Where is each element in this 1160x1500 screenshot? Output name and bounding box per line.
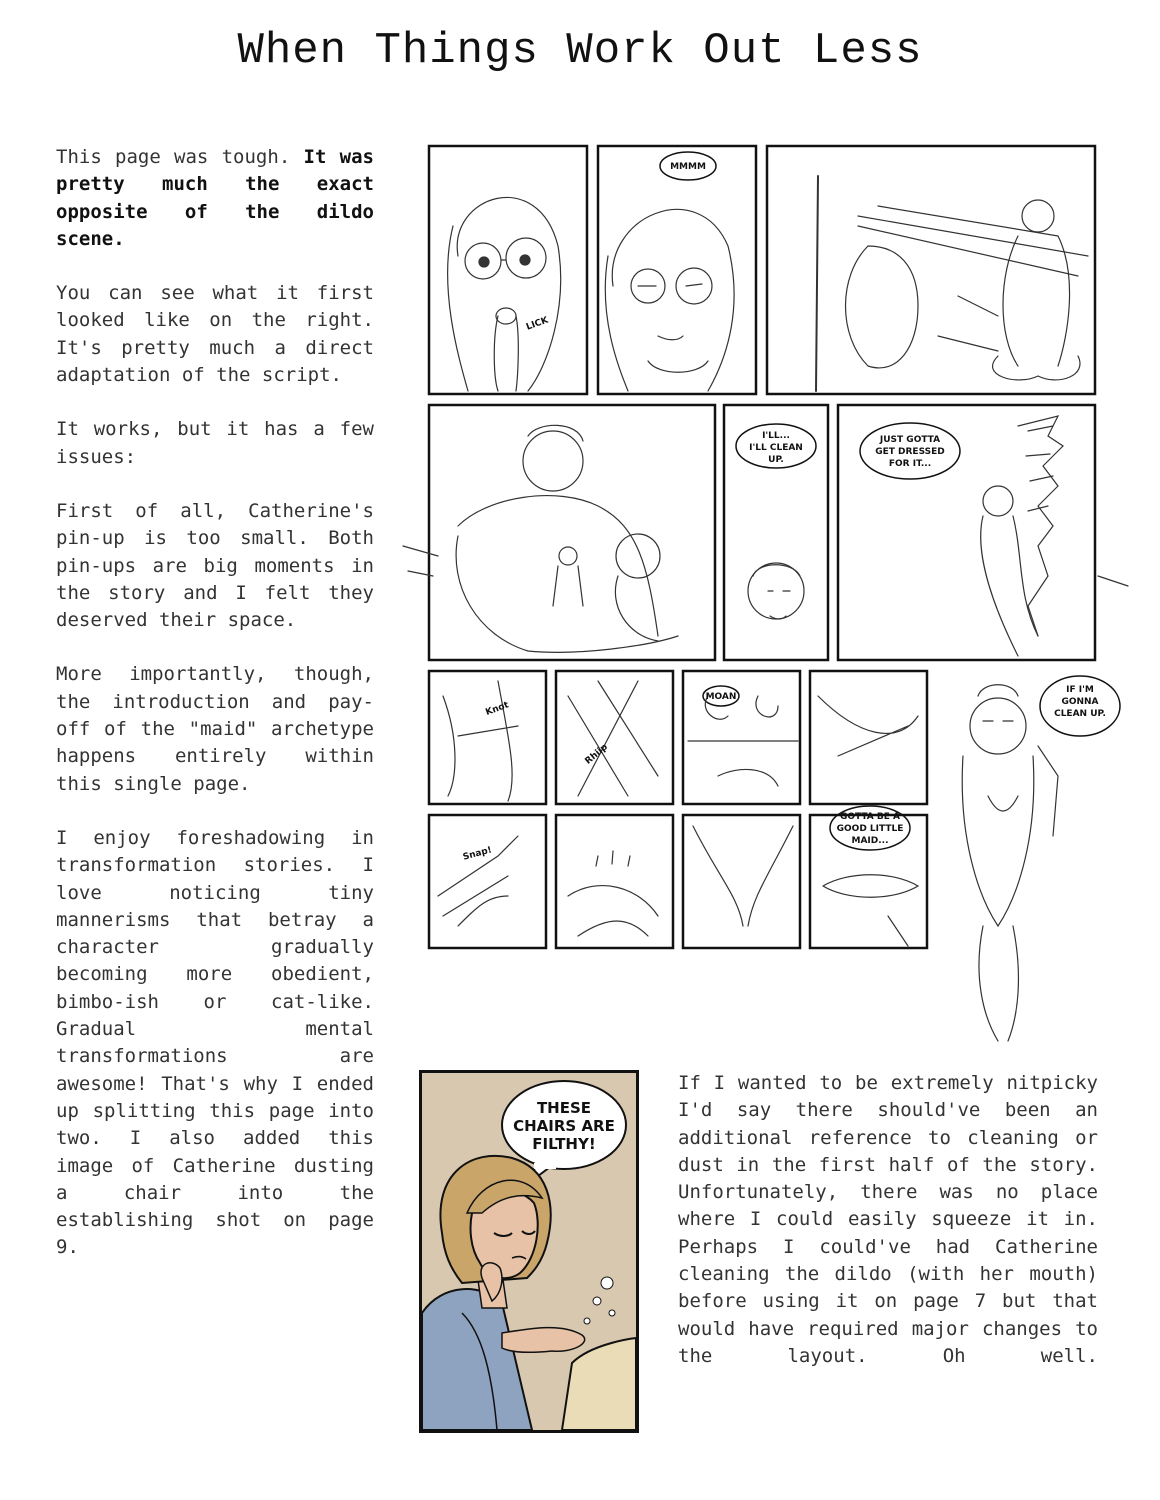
- paragraph-1-plain: This page was tough.: [56, 146, 291, 168]
- bubble-maid-line-1: GOTTA BE A: [839, 812, 901, 822]
- color-bubble-line-2: CHAIRS ARE: [513, 1117, 615, 1135]
- sfx-snap: Snap!: [461, 845, 494, 863]
- paragraph-1-bold: It was pretty much the exact opposite of the dildo scene.: [56, 146, 374, 250]
- commentary-paragraph-3: It works, but it has a few issues:: [56, 418, 374, 468]
- sfx-lick: LICK: [524, 315, 550, 333]
- commentary-paragraph-1: [56, 144, 374, 253]
- sfx-knot: Knot: [484, 700, 511, 718]
- bubble-clean-line-3: UP.: [768, 455, 784, 465]
- commentary-paragraph-2: You can see what it first looked like on the right. It's pretty much a direct adaptation of the script.: [56, 282, 374, 387]
- panel-11: [429, 815, 546, 948]
- panel-9: [683, 671, 800, 804]
- panel-12: [556, 815, 673, 948]
- commentary-paragraph-5: More importantly, though, the introduction and pay-off of the "maid" archetype happens entirely within this single page.: [56, 663, 374, 795]
- panel-1: [429, 146, 587, 394]
- color-bubble-line-1: THESE: [536, 1099, 592, 1117]
- page-title: When Things Work Out Less: [237, 26, 923, 76]
- panel-8: [556, 671, 673, 804]
- sketch-comic-page: [398, 136, 1138, 1051]
- bubble-dressed-line-3: FOR IT...: [888, 459, 932, 469]
- panel-6: [838, 405, 1095, 660]
- bubble-moan: MOAN: [705, 692, 737, 702]
- panel-7: [429, 671, 546, 804]
- bubble-gonna-line-3: CLEAN UP.: [1054, 709, 1106, 719]
- bubble-maid-line-2: GOOD LITTLE: [836, 824, 904, 834]
- color-bubble-line-3: FILTHY!: [532, 1135, 596, 1153]
- commentary-paragraph-4: First of all, Catherine's pin-up is too small. Both pin-ups are big moments in the story and I felt they deserved their space.: [56, 499, 374, 632]
- bubble-mmmm: MMMM: [670, 162, 706, 172]
- panel-13: [683, 815, 800, 948]
- sfx-rip: Rhiip: [583, 742, 610, 767]
- bubble-dressed-line-2: GET DRESSED: [875, 447, 945, 457]
- bubble-dressed-line-1: JUST GOTTA: [879, 435, 941, 445]
- bubble-maid-line-3: MAID...: [851, 836, 889, 846]
- right-commentary: [678, 1070, 1098, 1397]
- panel-10: [810, 671, 927, 804]
- bubble-clean-line-1: I'LL...: [762, 431, 790, 441]
- panel-4: [429, 405, 715, 660]
- commentary-paragraph-7: If I wanted to be extremely nitpicky I'd say there should've been an additional reference to cleaning or dust in the first half of the story. Unfortunately, there was no place where I could easily squeeze it in. Perhaps I could've had Catherine cleaning the dildo (with her mouth) before using it on page 7 but that would have required major changes to the layout. Oh well.: [678, 1072, 1098, 1367]
- commentary-paragraph-6: I enjoy foreshadowing in transformation stories. I love noticing tiny mannerisms that betray a character gradually becoming more obedient, bimbo-ish or cat-like. Gradual mental transformations are awesome! That's why I ended up splitting this page into two. I also added this image of Catherine dusting a chair into the establishing shot on page 9.: [56, 826, 374, 1259]
- left-commentary: [56, 144, 374, 1289]
- bubble-gonna-line-1: IF I'M: [1066, 685, 1094, 695]
- color-panel-dusting: [419, 1070, 639, 1433]
- dusting-illustration: [422, 1073, 636, 1430]
- bubble-clean-line-2: I'LL CLEAN: [749, 443, 803, 453]
- bubble-gonna-line-2: GONNA: [1061, 697, 1099, 707]
